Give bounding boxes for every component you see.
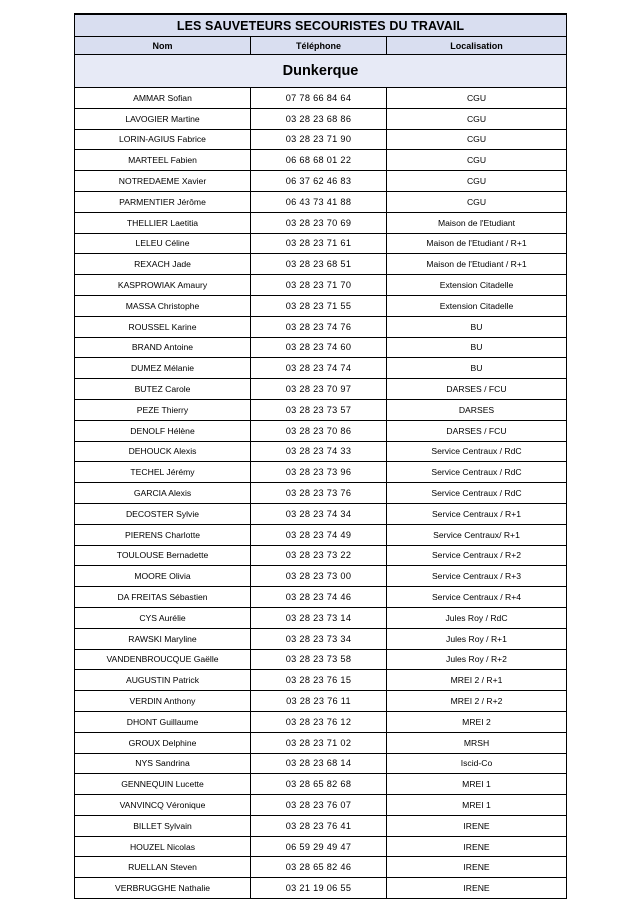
table-row	[75, 129, 567, 150]
contact-location: Service Centraux / R+1	[387, 503, 567, 524]
contact-name: LORIN-AGIUS Fabrice	[75, 129, 251, 150]
city-row	[75, 55, 567, 88]
table-row	[75, 441, 567, 462]
sheet-title: LES SAUVETEURS SECOURISTES DU TRAVAIL	[75, 14, 567, 37]
contact-name: VERBRUGGHE Nathalie	[75, 878, 251, 899]
table-row	[75, 607, 567, 628]
table-row	[75, 191, 567, 212]
table-row	[75, 649, 567, 670]
contact-name: PARMENTIER Jérôme	[75, 191, 251, 212]
table-row	[75, 753, 567, 774]
contact-name: NOTREDAEME Xavier	[75, 171, 251, 192]
contact-location: Jules Roy / RdC	[387, 607, 567, 628]
contact-location: Service Centraux/ R+1	[387, 524, 567, 545]
contact-phone: 03 28 23 76 41	[251, 815, 387, 836]
table-row	[75, 399, 567, 420]
contact-phone: 03 28 23 73 57	[251, 399, 387, 420]
contact-location: Service Centraux / RdC	[387, 483, 567, 504]
contact-location: IRENE	[387, 836, 567, 857]
contact-name: ROUSSEL Karine	[75, 316, 251, 337]
contact-name: PEZE Thierry	[75, 399, 251, 420]
contact-name: VANDENBROUCQUE Gaëlle	[75, 649, 251, 670]
table-row	[75, 795, 567, 816]
table-row	[75, 774, 567, 795]
contact-name: MASSA Christophe	[75, 295, 251, 316]
table-row	[75, 483, 567, 504]
contact-location: CGU	[387, 150, 567, 171]
contact-location: CGU	[387, 191, 567, 212]
contact-name: TOULOUSE Bernadette	[75, 545, 251, 566]
contact-location: MREI 1	[387, 795, 567, 816]
contact-location: CGU	[387, 88, 567, 109]
contact-phone: 03 28 23 76 07	[251, 795, 387, 816]
contact-phone: 03 21 19 06 55	[251, 878, 387, 899]
contact-location: DARSES	[387, 399, 567, 420]
contact-name: AUGUSTIN Patrick	[75, 670, 251, 691]
contact-phone: 03 28 23 68 14	[251, 753, 387, 774]
contact-name: DEHOUCK Alexis	[75, 441, 251, 462]
contact-location: Extension Citadelle	[387, 275, 567, 296]
contact-name: MARTEEL Fabien	[75, 150, 251, 171]
table-row	[75, 524, 567, 545]
contact-location: BU	[387, 358, 567, 379]
contact-phone: 03 28 23 71 02	[251, 732, 387, 753]
table-row	[75, 275, 567, 296]
table-row	[75, 233, 567, 254]
contact-name: GENNEQUIN Lucette	[75, 774, 251, 795]
contact-name: GARCIA Alexis	[75, 483, 251, 504]
contact-phone: 03 28 23 73 58	[251, 649, 387, 670]
contact-name: DECOSTER Sylvie	[75, 503, 251, 524]
contact-phone: 03 28 23 74 49	[251, 524, 387, 545]
contact-location: DARSES / FCU	[387, 420, 567, 441]
contact-table	[74, 13, 567, 899]
table-row	[75, 857, 567, 878]
contact-location: Jules Roy / R+2	[387, 649, 567, 670]
contact-location: Service Centraux / R+4	[387, 587, 567, 608]
contact-phone: 03 28 23 74 33	[251, 441, 387, 462]
city-name: Dunkerque	[75, 55, 567, 88]
table-row	[75, 878, 567, 899]
contact-name: BRAND Antoine	[75, 337, 251, 358]
contact-name: CYS Aurélie	[75, 607, 251, 628]
contact-phone: 03 28 23 76 11	[251, 691, 387, 712]
contact-phone: 06 68 68 01 22	[251, 150, 387, 171]
table-row	[75, 295, 567, 316]
table-row	[75, 545, 567, 566]
contact-phone: 03 28 23 74 34	[251, 503, 387, 524]
contact-phone: 03 28 23 73 22	[251, 545, 387, 566]
contact-sheet	[74, 13, 566, 899]
contact-phone: 03 28 23 74 46	[251, 587, 387, 608]
contact-phone: 03 28 23 71 55	[251, 295, 387, 316]
contact-phone: 03 28 23 73 34	[251, 628, 387, 649]
table-row	[75, 316, 567, 337]
contact-location: Extension Citadelle	[387, 295, 567, 316]
column-header-localisation: Localisation	[387, 37, 567, 55]
contact-name: AMMAR Sofian	[75, 88, 251, 109]
contact-name: DHONT Guillaume	[75, 711, 251, 732]
contact-phone: 06 59 29 49 47	[251, 836, 387, 857]
contact-location: Maison de l'Etudiant	[387, 212, 567, 233]
table-row	[75, 420, 567, 441]
contact-phone: 03 28 23 71 61	[251, 233, 387, 254]
contact-location: IRENE	[387, 815, 567, 836]
contact-phone: 03 28 23 73 76	[251, 483, 387, 504]
table-row	[75, 88, 567, 109]
contact-phone: 03 28 23 76 15	[251, 670, 387, 691]
table-row	[75, 358, 567, 379]
contact-location: Service Centraux / RdC	[387, 441, 567, 462]
contact-phone: 03 28 23 73 96	[251, 462, 387, 483]
contact-location: CGU	[387, 171, 567, 192]
contact-location: MREI 2 / R+1	[387, 670, 567, 691]
contact-name: DA FREITAS Sébastien	[75, 587, 251, 608]
contact-phone: 03 28 65 82 68	[251, 774, 387, 795]
table-row	[75, 254, 567, 275]
contact-name: GROUX Delphine	[75, 732, 251, 753]
contact-location: Iscid-Co	[387, 753, 567, 774]
contact-phone: 03 28 65 82 46	[251, 857, 387, 878]
contact-phone: 03 28 23 71 70	[251, 275, 387, 296]
column-header-nom: Nom	[75, 37, 251, 55]
contact-location: Service Centraux / RdC	[387, 462, 567, 483]
table-row	[75, 503, 567, 524]
contact-phone: 03 28 23 68 51	[251, 254, 387, 275]
contact-phone: 03 28 23 70 69	[251, 212, 387, 233]
contact-name: LELEU Céline	[75, 233, 251, 254]
contact-location: MREI 2 / R+2	[387, 691, 567, 712]
contact-name: VERDIN Anthony	[75, 691, 251, 712]
contact-location: Maison de l'Etudiant / R+1	[387, 233, 567, 254]
contact-name: TECHEL Jérémy	[75, 462, 251, 483]
contact-name: RAWSKI Maryline	[75, 628, 251, 649]
table-row	[75, 462, 567, 483]
contact-location: MREI 1	[387, 774, 567, 795]
contact-location: CGU	[387, 129, 567, 150]
contact-location: DARSES / FCU	[387, 379, 567, 400]
contact-name: HOUZEL Nicolas	[75, 836, 251, 857]
title-row	[75, 14, 567, 37]
contact-name: DUMEZ Mélanie	[75, 358, 251, 379]
contact-phone: 03 28 23 73 14	[251, 607, 387, 628]
contact-location: CGU	[387, 108, 567, 129]
table-row	[75, 108, 567, 129]
table-row	[75, 691, 567, 712]
contact-phone: 03 28 23 68 86	[251, 108, 387, 129]
contact-phone: 03 28 23 70 97	[251, 379, 387, 400]
table-row	[75, 587, 567, 608]
table-row	[75, 212, 567, 233]
contact-phone: 07 78 66 84 64	[251, 88, 387, 109]
table-row	[75, 566, 567, 587]
contact-location: BU	[387, 316, 567, 337]
contact-name: VANVINCQ Véronique	[75, 795, 251, 816]
contact-location: BU	[387, 337, 567, 358]
contact-phone: 03 28 23 71 90	[251, 129, 387, 150]
contact-name: RUELLAN Steven	[75, 857, 251, 878]
contact-phone: 06 37 62 46 83	[251, 171, 387, 192]
table-row	[75, 379, 567, 400]
contact-name: BUTEZ Carole	[75, 379, 251, 400]
header-row	[75, 37, 567, 55]
contact-name: BILLET Sylvain	[75, 815, 251, 836]
contact-location: IRENE	[387, 878, 567, 899]
contact-phone: 03 28 23 76 12	[251, 711, 387, 732]
contact-location: MREI 2	[387, 711, 567, 732]
contact-name: KASPROWIAK Amaury	[75, 275, 251, 296]
table-row	[75, 732, 567, 753]
contact-location: MRSH	[387, 732, 567, 753]
contact-location: Maison de l'Etudiant / R+1	[387, 254, 567, 275]
contact-phone: 03 28 23 74 74	[251, 358, 387, 379]
table-row	[75, 711, 567, 732]
table-row	[75, 337, 567, 358]
contact-name: REXACH Jade	[75, 254, 251, 275]
contact-location: Service Centraux / R+3	[387, 566, 567, 587]
column-header-telephone: Téléphone	[251, 37, 387, 55]
contact-phone: 03 28 23 73 00	[251, 566, 387, 587]
table-row	[75, 628, 567, 649]
contact-phone: 03 28 23 70 86	[251, 420, 387, 441]
contact-name: DENOLF Hélène	[75, 420, 251, 441]
contact-phone: 03 28 23 74 60	[251, 337, 387, 358]
contact-location: Jules Roy / R+1	[387, 628, 567, 649]
contact-location: IRENE	[387, 857, 567, 878]
table-row	[75, 150, 567, 171]
contact-name: LAVOGIER Martine	[75, 108, 251, 129]
table-row	[75, 670, 567, 691]
contact-name: NYS Sandrina	[75, 753, 251, 774]
contact-location: Service Centraux / R+2	[387, 545, 567, 566]
table-row	[75, 836, 567, 857]
contact-phone: 03 28 23 74 76	[251, 316, 387, 337]
table-row	[75, 171, 567, 192]
contact-phone: 06 43 73 41 88	[251, 191, 387, 212]
table-row	[75, 815, 567, 836]
contact-name: THELLIER Laetitia	[75, 212, 251, 233]
contact-name: PIERENS Charlotte	[75, 524, 251, 545]
contact-name: MOORE Olivia	[75, 566, 251, 587]
